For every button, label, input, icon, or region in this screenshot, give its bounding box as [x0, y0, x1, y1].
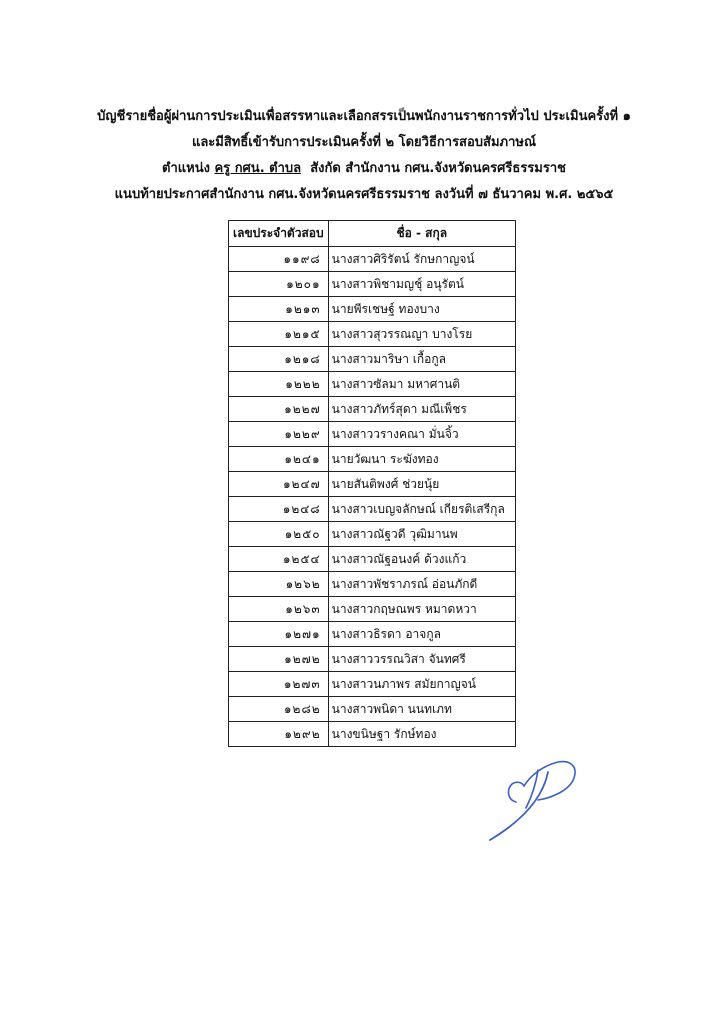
position-affiliation: สังกัด สำนักงาน กศน.จังหวัดนครศรีธรรมราช: [310, 161, 566, 176]
table-row: [229, 472, 516, 497]
column-header-full-name: ชื่อ - สกุล: [328, 221, 515, 247]
full-name-cell: นายวัฒนา ระฆังทอง: [328, 447, 515, 472]
header-title-line1: บัญชีรายชื่อผู้ผ่านการประเมินเพื่อสรรหาและเลือกสรรเป็นพนักงานราชการทั่วไป ประเมินครั้งที่ ๑: [97, 109, 631, 124]
header-title-line2: และมีสิทธิ์เข้ารับการประเมินครั้งที่ ๒ โดยวิธีการสอบสัมภาษณ์: [191, 135, 537, 150]
exam-id-cell: ๑๒๑๓: [229, 297, 329, 322]
exam-id-cell: ๑๒๔๗: [229, 472, 329, 497]
full-name-cell: นางสาววรรณวิสา จันทศรี: [328, 647, 515, 672]
table-row: [229, 372, 516, 397]
full-name-cell: นางสาวณัฐวดี วุฒิมานพ: [328, 522, 515, 547]
table-row: [229, 547, 516, 572]
table-row: [229, 697, 516, 722]
exam-id-cell: ๑๒๔๘: [229, 497, 329, 522]
full-name-cell: นายพีรเชษฐ์ ทองบาง: [328, 297, 515, 322]
full-name-cell: นางสาวภัทร์สุดา มณีเพ็ชร: [328, 397, 515, 422]
header-position-line: [0, 156, 728, 182]
header-announcement-line: แนบท้ายประกาศสำนักงาน กศน.จังหวัดนครศรีธรรมราช ลงวันที่ ๗ ธันวาคม พ.ศ. ๒๕๖๕: [114, 187, 614, 202]
position-title: ครู กศน. ตำบล: [214, 161, 302, 176]
table-row: [229, 272, 516, 297]
exam-id-cell: ๑๒๖๓: [229, 597, 329, 622]
exam-id-cell: ๑๑๙๘: [229, 247, 329, 272]
full-name-cell: นางสาววรางคณา มั่นจิ้ว: [328, 422, 515, 447]
table-row: [229, 322, 516, 347]
full-name-cell: นางสาวนภาพร สมัยกาญจน์: [328, 672, 515, 697]
exam-id-cell: ๑๒๒๒: [229, 372, 329, 397]
position-prefix: ตำแหน่ง: [162, 161, 210, 176]
full-name-cell: นางสาวพนิดา นนทเภท: [328, 697, 515, 722]
table-row: [229, 622, 516, 647]
column-header-exam-id: เลขประจำตัวสอบ: [229, 221, 329, 247]
table-row: [229, 722, 516, 747]
full-name-cell: นางสาวมาริษา เกื้อกูล: [328, 347, 515, 372]
full-name-cell: นางสาวศิริรัตน์ รักษกาญจน์: [328, 247, 515, 272]
full-name-cell: นางสาวสุวรรณญา บางโรย: [328, 322, 515, 347]
exam-id-cell: ๑๒๔๑: [229, 447, 329, 472]
full-name-cell: นางสาวพัชราภรณ์ อ่อนภักดี: [328, 572, 515, 597]
signature-icon: [486, 756, 586, 842]
table-row: [229, 397, 516, 422]
table-row: [229, 572, 516, 597]
exam-id-cell: ๑๒๑๘: [229, 347, 329, 372]
exam-id-cell: ๑๒๕๔: [229, 547, 329, 572]
table-row: [229, 522, 516, 547]
exam-id-cell: ๑๒๗๒: [229, 647, 329, 672]
exam-id-cell: ๑๒๐๑: [229, 272, 329, 297]
table-row: [229, 347, 516, 372]
table-row: [229, 672, 516, 697]
full-name-cell: นายสันติพงศ์ ช่วยนุ้ย: [328, 472, 515, 497]
full-name-cell: นางขนิษฐา รักษ์ทอง: [328, 722, 515, 747]
exam-id-cell: ๑๒๕๐: [229, 522, 329, 547]
table-row: [229, 422, 516, 447]
exam-id-cell: ๑๒๖๒: [229, 572, 329, 597]
exam-id-cell: ๑๒๗๑: [229, 622, 329, 647]
table-row: [229, 297, 516, 322]
full-name-cell: นางสาวณัฐอนงค์ ด้วงแก้ว: [328, 547, 515, 572]
table-row: [229, 247, 516, 272]
full-name-cell: นางสาวพิชามญชุ์ อนุรัตน์: [328, 272, 515, 297]
document-header: [0, 104, 728, 208]
candidate-table: [228, 220, 516, 747]
exam-id-cell: ๑๒๘๒: [229, 697, 329, 722]
table-header-row: [229, 221, 516, 247]
table-row: [229, 647, 516, 672]
exam-id-cell: ๑๒๑๕: [229, 322, 329, 347]
exam-id-cell: ๑๒๙๒: [229, 722, 329, 747]
full-name-cell: นางสาวธิรดา อาจกูล: [328, 622, 515, 647]
table-row: [229, 597, 516, 622]
full-name-cell: นางสาวซัลมา มหาศานติ: [328, 372, 515, 397]
exam-id-cell: ๑๒๗๓: [229, 672, 329, 697]
full-name-cell: นางสาวกฤษณพร หมาดหวา: [328, 597, 515, 622]
exam-id-cell: ๑๒๒๙: [229, 422, 329, 447]
exam-id-cell: ๑๒๒๗: [229, 397, 329, 422]
full-name-cell: นางสาวเบญจลักษณ์ เกียรติเสรีกุล: [328, 497, 515, 522]
table-row: [229, 447, 516, 472]
table-row: [229, 497, 516, 522]
table-body: [229, 247, 516, 747]
